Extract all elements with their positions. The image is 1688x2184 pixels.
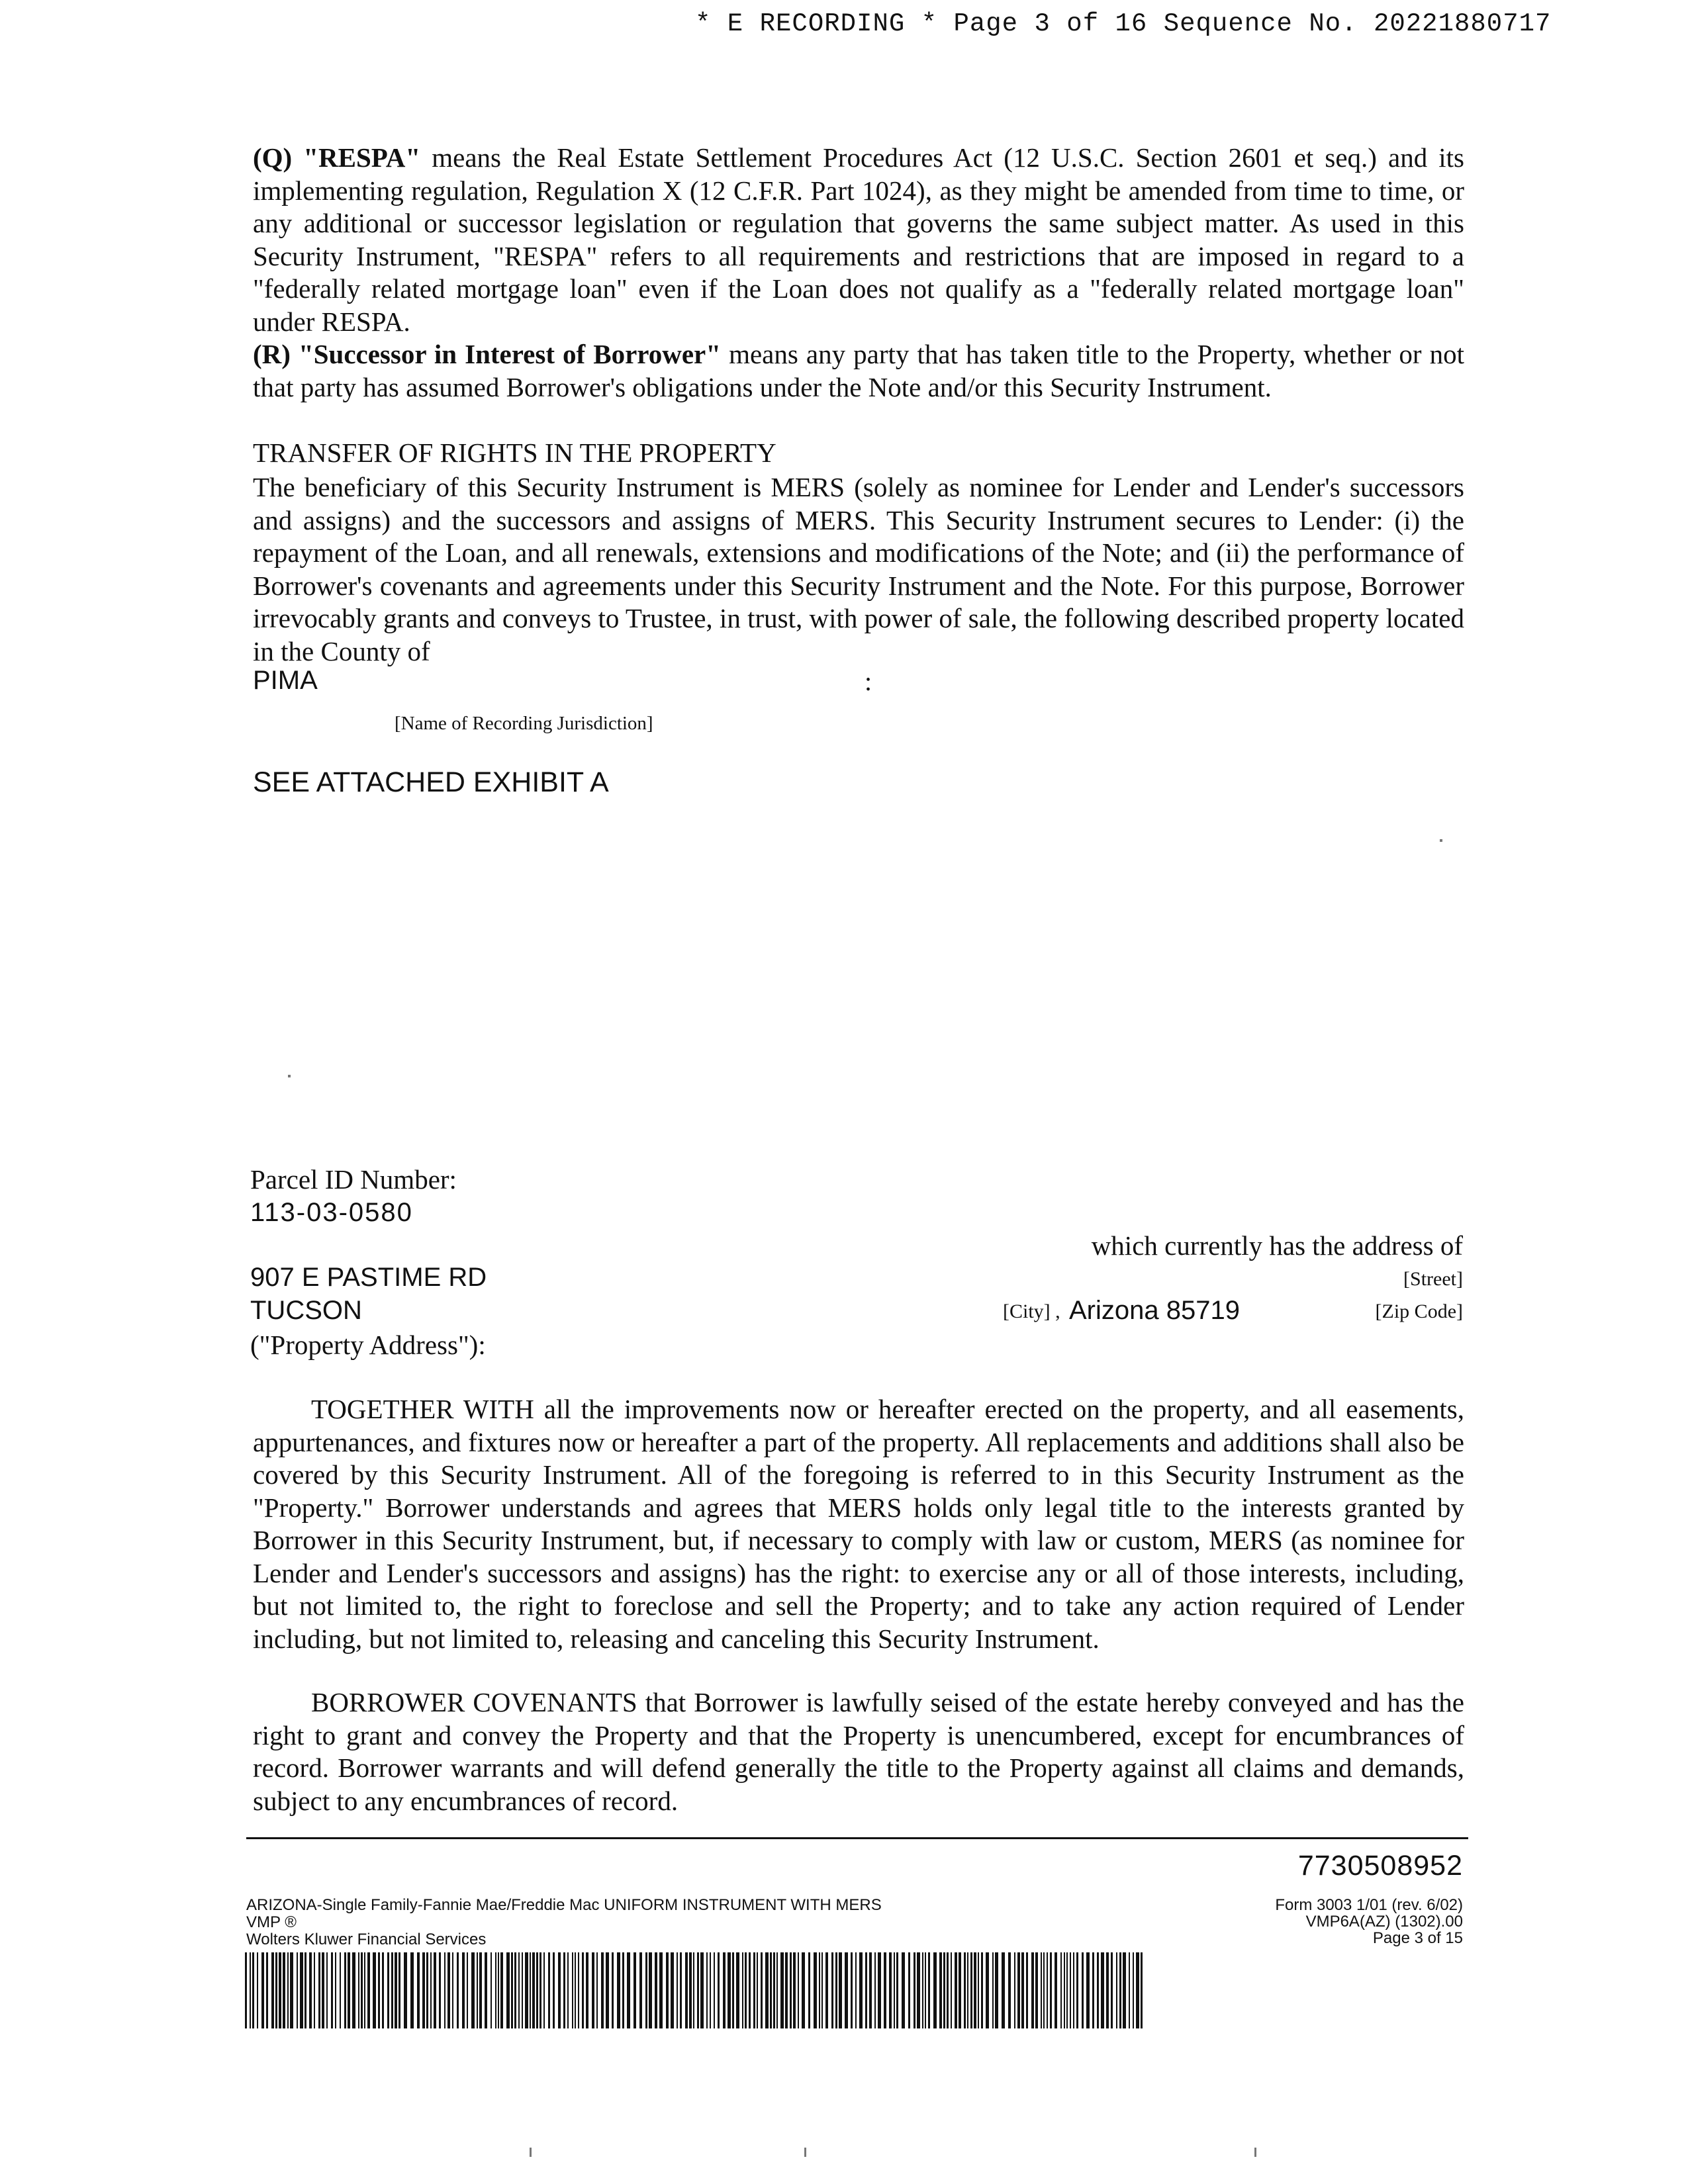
barcode-bar xyxy=(344,1952,346,2028)
barcode-bar xyxy=(1064,1952,1065,2028)
barcode-bar xyxy=(1116,1952,1117,2028)
barcode-bar xyxy=(1141,1952,1143,2028)
barcode-bar xyxy=(859,1952,863,2028)
barcode-bar xyxy=(710,1952,711,2028)
barcode-bar xyxy=(723,1952,726,2028)
barcode-bar xyxy=(649,1952,652,2028)
barcode-bar xyxy=(479,1952,482,2028)
barcode-bar xyxy=(417,1952,420,2028)
barcode-bar xyxy=(444,1952,445,2028)
barcode-bar xyxy=(279,1952,281,2028)
barcode-bar xyxy=(845,1952,848,2028)
barcode-bar xyxy=(447,1952,450,2028)
barcode-bar xyxy=(271,1952,274,2028)
barcode-bar xyxy=(1008,1952,1011,2028)
barcode-bar xyxy=(548,1952,550,2028)
barcode-bar xyxy=(326,1952,328,2028)
barcode-bar xyxy=(364,1952,365,2028)
barcode-bar xyxy=(558,1952,561,2028)
barcode-bar xyxy=(785,1952,788,2028)
barcode-bar xyxy=(612,1952,614,2028)
barcode-bar xyxy=(865,1952,867,2028)
barcode-bar xyxy=(1097,1952,1099,2028)
barcode-bar xyxy=(633,1952,636,2028)
scan-speck xyxy=(530,2148,532,2157)
barcode-bar xyxy=(933,1952,937,2028)
barcode-bar xyxy=(491,1952,492,2028)
barcode-bar xyxy=(1031,1952,1034,2028)
barcode-bar xyxy=(685,1952,688,2028)
barcode-bar xyxy=(352,1952,355,2028)
footer-rule xyxy=(246,1837,1468,1839)
barcode-bar xyxy=(680,1952,682,2028)
barcode-bar xyxy=(1119,1952,1121,2028)
barcode-bar xyxy=(964,1952,966,2028)
barcode-bar xyxy=(477,1952,478,2028)
barcode-bar xyxy=(426,1952,428,2028)
barcode-bar xyxy=(798,1952,799,2028)
definition-r-label: (R) "Successor in Interest of Borrower" xyxy=(253,339,722,369)
together-with-paragraph: TOGETHER WITH all the improvements now or hereafter erected on the property, and all easements, appurtenances, and fixtures now or hereafter a part of the property. All replacements and additions shall also be covered by this Security Instrument. All of the foregoing is referred to in this Security Instrument as the "Property." Borrower understands and agrees that MERS holds only legal title to the interests granted by Borrower in this Security Instrument, but, if necessary to comply with law or custom, MERS (as nominee for Lender and Lender's successors and assigns) has the right: to exercise any or all of those interests, including, but not limited to, the right to foreclose and sell the Property; and to take any action required of Lender including, but not limited to, releasing and canceling this Security Instrument. xyxy=(253,1394,1464,1654)
barcode-bar xyxy=(1136,1952,1139,2028)
barcode-bar xyxy=(819,1952,820,2028)
barcode-bar xyxy=(518,1952,520,2028)
barcode-bar xyxy=(578,1952,579,2028)
barcode-bar xyxy=(776,1952,778,2028)
barcode-bar xyxy=(373,1952,376,2028)
barcode-bar xyxy=(761,1952,763,2028)
barcode-bar xyxy=(297,1952,298,2028)
barcode-bar xyxy=(718,1952,720,2028)
barcode-bar xyxy=(391,1952,393,2028)
barcode-bar xyxy=(1082,1952,1084,2028)
barcode-bar xyxy=(606,1952,609,2028)
barcode-bar xyxy=(462,1952,465,2028)
definition-q-label: (Q) "RESPA" xyxy=(253,142,421,173)
barcode-bar xyxy=(434,1952,436,2028)
barcode-bar xyxy=(410,1952,414,2028)
city-value: TUCSON xyxy=(250,1296,362,1325)
barcode-bar xyxy=(439,1952,441,2028)
barcode-bar xyxy=(970,1952,972,2028)
barcode-bar xyxy=(318,1952,320,2028)
barcode-bar xyxy=(917,1952,920,2028)
barcode-bar xyxy=(821,1952,823,2028)
barcode-bar xyxy=(395,1952,397,2028)
definition-q xyxy=(253,142,1464,338)
barcode-bar xyxy=(387,1952,389,2028)
form-description xyxy=(246,1897,882,1948)
barcode-bar xyxy=(592,1952,594,2028)
barcode-bar xyxy=(331,1952,333,2028)
barcode-bar xyxy=(250,1952,251,2028)
barcode-bar xyxy=(300,1952,303,2028)
barcode-bar xyxy=(266,1952,268,2028)
barcode-bar xyxy=(367,1952,370,2028)
barcode-bar xyxy=(700,1952,704,2028)
barcode-bar xyxy=(511,1952,513,2028)
barcode-bar xyxy=(978,1952,979,2028)
parcel-value: 113-03-0580 xyxy=(250,1198,413,1227)
borrower-covenants-paragraph: BORROWER COVENANTS that Borrower is lawfully seised of the estate hereby conveyed and has the right to grant and convey the Property and that the Property is unencumbered, except for encumbrances of record. Borrower warrants and will defend generally the title to the Property against all claims and demands, subject to any encumbrances of record. xyxy=(253,1687,1464,1816)
barcode-bar xyxy=(659,1952,663,2028)
barcode-bar xyxy=(851,1952,853,2028)
barcode-bar xyxy=(677,1952,678,2028)
barcode-bar xyxy=(536,1952,538,2028)
form-identifier xyxy=(1125,1897,1463,1946)
barcode-bar xyxy=(506,1952,510,2028)
barcode-bar xyxy=(348,1952,350,2028)
barcode-bar xyxy=(361,1952,363,2028)
barcode-bar xyxy=(1076,1952,1078,2028)
barcode-bar xyxy=(770,1952,772,2028)
barcode-bar xyxy=(1073,1952,1074,2028)
barcode-bar xyxy=(1014,1952,1015,2028)
barcode-bar xyxy=(727,1952,731,2028)
barcode-bar xyxy=(1123,1952,1126,2028)
scan-speck xyxy=(1254,2148,1256,2157)
barcode-bar xyxy=(922,1952,923,2028)
recording-header: * E RECORDING * Page 3 of 16 Sequence No. 20221880717 xyxy=(695,9,1552,38)
barcode-bar xyxy=(498,1952,499,2028)
barcode-bar xyxy=(287,1952,289,2028)
form-description-line-2: VMP ® xyxy=(246,1913,297,1931)
barcode-bar xyxy=(896,1952,898,2028)
barcode-bar xyxy=(335,1952,336,2028)
barcode-bar xyxy=(532,1952,535,2028)
street-label: [Street] xyxy=(1403,1268,1463,1290)
barcode-bar xyxy=(283,1952,285,2028)
barcode-bar xyxy=(639,1952,642,2028)
state-zip-value: Arizona 85719 xyxy=(1069,1296,1240,1325)
street-value: 907 E PASTIME RD xyxy=(250,1263,487,1292)
barcode-bar xyxy=(290,1952,293,2028)
barcode-bar xyxy=(666,1952,669,2028)
definition-q-text: means the Real Estate Settlement Procedures Act (12 U.S.C. Section 2601 et seq.) and its implementing regulation, Regulation X (12 C.F.R. Part 1024), as they might be amended from time to time, or any additional or successor legislation or regulation that governs the same subject matter. As used in this Security Instrument, "RESPA" refers to all requirements and restrictions that are imposed in regard to a "federally related mortgage loan" even if the Loan does not qualify as a "federally related mortgage loan" under RESPA. xyxy=(253,142,1465,337)
barcode-bar xyxy=(422,1952,425,2028)
barcode-bar xyxy=(1101,1952,1104,2028)
barcode-bar xyxy=(382,1952,384,2028)
barcode-bar xyxy=(543,1952,545,2028)
barcode-bar xyxy=(1066,1952,1068,2028)
barcode-bar xyxy=(1021,1952,1024,2028)
jurisdiction-label: [Name of Recording Jurisdiction] xyxy=(395,713,653,734)
form-code: VMP6A(AZ) (1302).00 xyxy=(1305,1913,1463,1931)
barcode-bar xyxy=(831,1952,833,2028)
barcode-bar xyxy=(340,1952,341,2028)
barcode-bar xyxy=(802,1952,805,2028)
barcode-bar xyxy=(955,1952,957,2028)
barcode-bar xyxy=(495,1952,496,2028)
barcode-bar xyxy=(943,1952,945,2028)
barcode-bar xyxy=(753,1952,755,2028)
barcode-bar xyxy=(908,1952,910,2028)
barcode-bar xyxy=(622,1952,624,2028)
barcode-bar xyxy=(1047,1952,1048,2028)
barcode-bar xyxy=(742,1952,743,2028)
barcode-bar xyxy=(572,1952,573,2028)
scan-speck xyxy=(288,1075,291,1077)
barcode-bar xyxy=(1035,1952,1038,2028)
barcode-bar xyxy=(314,1952,315,2028)
barcode-bar xyxy=(1111,1952,1113,2028)
zip-label: [Zip Code] xyxy=(1375,1300,1463,1322)
barcode-bar xyxy=(780,1952,784,2028)
barcode-bar xyxy=(889,1952,892,2028)
barcode-bar xyxy=(601,1952,604,2028)
barcode-bar xyxy=(959,1952,961,2028)
transfer-heading: TRANSFER OF RIGHTS IN THE PROPERTY xyxy=(253,437,776,468)
barcode-bar xyxy=(471,1952,475,2028)
barcode-bar xyxy=(671,1952,674,2028)
barcode-bar xyxy=(1041,1952,1042,2028)
barcode-bar xyxy=(914,1952,915,2028)
barcode-bar xyxy=(399,1952,400,2028)
barcode-bar xyxy=(706,1952,708,2028)
barcode-bar xyxy=(309,1952,312,2028)
barcode-bar xyxy=(1060,1952,1062,2028)
barcode-bar xyxy=(457,1952,459,2028)
barcode-bar xyxy=(257,1952,258,2028)
barcode-bar xyxy=(974,1952,976,2028)
barcode-bar xyxy=(275,1952,277,2028)
document-barcode xyxy=(245,1952,1145,2028)
barcode-bar xyxy=(765,1952,769,2028)
barcode-bar xyxy=(514,1952,516,2028)
barcode-bar xyxy=(378,1952,380,2028)
form-number: Form 3003 1/01 (rev. 6/02) xyxy=(1275,1896,1463,1914)
barcode-bar xyxy=(563,1952,565,2028)
barcode-bar xyxy=(553,1952,555,2028)
barcode-bar xyxy=(874,1952,876,2028)
barcode-bar xyxy=(697,1952,699,2028)
barcode-bar xyxy=(981,1952,983,2028)
county-colon: : xyxy=(865,666,872,696)
barcode-bar xyxy=(894,1952,895,2028)
barcode-bar xyxy=(530,1952,531,2028)
barcode-bar xyxy=(1070,1952,1071,2028)
form-page-number: Page 3 of 15 xyxy=(1372,1929,1463,1947)
barcode-bar xyxy=(793,1952,796,2028)
barcode-bar xyxy=(992,1952,994,2028)
parcel-label: Parcel ID Number: xyxy=(250,1164,457,1195)
barcode-bar xyxy=(596,1952,598,2028)
exhibit-reference: SEE ATTACHED EXHIBIT A xyxy=(253,766,609,798)
barcode-bar xyxy=(261,1952,264,2028)
barcode-bar xyxy=(757,1952,758,2028)
barcode-bar xyxy=(951,1952,952,2028)
barcode-bar xyxy=(1129,1952,1130,2028)
barcode-bar xyxy=(1043,1952,1045,2028)
barcode-bar xyxy=(1026,1952,1028,2028)
barcode-bar xyxy=(869,1952,872,2028)
barcode-bar xyxy=(825,1952,828,2028)
barcode-bar xyxy=(689,1952,692,2028)
barcode-bar xyxy=(485,1952,487,2028)
barcode-bar xyxy=(790,1952,792,2028)
county-value: PIMA xyxy=(253,666,318,695)
barcode-bar xyxy=(1133,1952,1134,2028)
barcode-bar xyxy=(925,1952,926,2028)
barcode-bar xyxy=(586,1952,588,2028)
form-description-line-3: Wolters Kluwer Financial Services xyxy=(246,1931,487,1948)
barcode-bar xyxy=(655,1952,657,2028)
barcode-bar xyxy=(522,1952,523,2028)
barcode-bar xyxy=(452,1952,453,2028)
barcode-bar xyxy=(814,1952,817,2028)
barcode-bar xyxy=(617,1952,620,2028)
barcode-bar xyxy=(627,1952,630,2028)
barcode-bar xyxy=(539,1952,541,2028)
scan-speck xyxy=(1440,839,1442,842)
address-intro: which currently has the address of xyxy=(1091,1230,1463,1261)
barcode-bar xyxy=(525,1952,528,2028)
barcode-bar xyxy=(1050,1952,1052,2028)
barcode-bar xyxy=(835,1952,837,2028)
barcode-bar xyxy=(500,1952,503,2028)
barcode-bar xyxy=(714,1952,715,2028)
barcode-bar xyxy=(773,1952,775,2028)
barcode-bar xyxy=(839,1952,842,2028)
form-description-line-1: ARIZONA-Single Family-Fannie Mae/Freddie Mac UNIFORM INSTRUMENT WITH MERS xyxy=(246,1896,882,1914)
barcode-bar xyxy=(693,1952,694,2028)
property-address-label: ("Property Address"): xyxy=(250,1330,486,1360)
barcode-bar xyxy=(947,1952,949,2028)
barcode-bar xyxy=(252,1952,254,2028)
barcode-bar xyxy=(358,1952,359,2028)
barcode-bar xyxy=(986,1952,989,2028)
barcode-bar xyxy=(928,1952,930,2028)
scan-speck xyxy=(804,2148,806,2157)
barcode-bar xyxy=(1106,1952,1109,2028)
barcode-bar xyxy=(582,1952,584,2028)
barcode-bar xyxy=(305,1952,306,2028)
definition-r-text: means any party that has taken title to the Property, whether or not that party has assumed Borrower's obligations under the Note and/or this Security Instrument. xyxy=(253,339,1464,402)
barcode-bar xyxy=(732,1952,734,2028)
barcode-bar xyxy=(404,1952,407,2028)
barcode-bar xyxy=(1002,1952,1005,2028)
barcode-bar xyxy=(745,1952,747,2028)
barcode-bar xyxy=(808,1952,810,2028)
barcode-bar xyxy=(575,1952,576,2028)
barcode-bar xyxy=(878,1952,881,2028)
barcode-bar xyxy=(645,1952,647,2028)
barcode-bar xyxy=(736,1952,739,2028)
barcode-bar xyxy=(1055,1952,1057,2028)
barcode-bar xyxy=(467,1952,468,2028)
barcode-bar xyxy=(322,1952,324,2028)
barcode-bar xyxy=(995,1952,998,2028)
barcode-bar xyxy=(567,1952,569,2028)
barcode-bar xyxy=(749,1952,751,2028)
barcode-bar xyxy=(902,1952,905,2028)
barcode-bar xyxy=(967,1952,968,2028)
definition-r xyxy=(253,338,1464,404)
loan-number: 7730508952 xyxy=(1297,1850,1463,1882)
transfer-body: The beneficiary of this Security Instrument is MERS (solely as nominee for Lender and Lender's successors and assigns) and the successors and assigns of MERS. This Security Instrument secures to Lender: (i) the repayment of the Loan, and all renewals, extensions and modifications of the Note; and (ii) the performance of Borrower's covenants and agreements under this Security Instrument and the Note. For this purpose, Borrower irrevocably grants and conveys to Trustee, in trust, with power of sale, the following described property located in the County of xyxy=(253,472,1464,666)
barcode-bar xyxy=(1017,1952,1020,2028)
city-label: [City] , xyxy=(1003,1300,1060,1322)
barcode-bar xyxy=(245,1952,247,2028)
barcode-bar xyxy=(1092,1952,1094,2028)
barcode-bar xyxy=(1086,1952,1090,2028)
barcode-bar xyxy=(855,1952,857,2028)
barcode-bar xyxy=(884,1952,886,2028)
barcode-bar xyxy=(939,1952,942,2028)
barcode-bar xyxy=(430,1952,432,2028)
